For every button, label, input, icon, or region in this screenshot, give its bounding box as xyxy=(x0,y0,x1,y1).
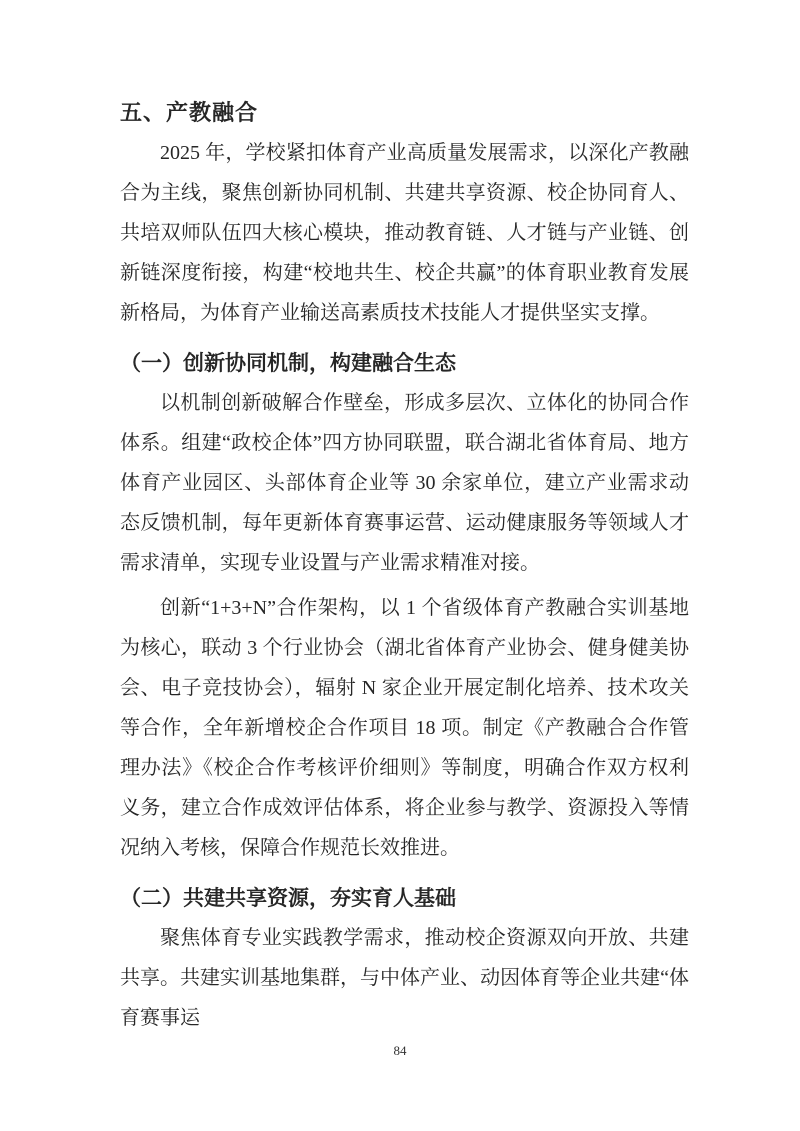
section-1-heading: （一）创新协同机制，构建融合生态 xyxy=(120,351,456,375)
page-content xyxy=(120,93,689,1038)
section-1-paragraph-2: 创新“1+3+N”合作架构，以 1 个省级体育产教融合实训基地为核心，联动 3 个行业协会（湖北省体育产业协会、健身健美协会、电子竞技协会），辐射 N 家企业开展定制化培养、技术攻关等合作，全年新增校企合作项目 18 项。制定《产教融合合作管理办法》《校企合作考核评价细则》等制度，明确合作双方权利义务，建立合作成效评估体系，将企业参与教学、资源投入等情况纳入考核，保障合作规范长效推进。 xyxy=(120,597,689,859)
page-number: 84 xyxy=(393,1043,407,1058)
section-1-paragraph-1: 以机制创新破解合作壁垒，形成多层次、立体化的协同合作体系。组建“政校企体”四方协同联盟，联合湖北省体育局、地方体育产业园区、头部体育企业等 30 余家单位，建立产业需求动态反馈机制，每年更新体育赛事运营、运动健康服务等领域人才需求清单，实现专业设置与产业需求精准对接。 xyxy=(120,392,689,574)
intro-paragraph: 2025 年，学校紧扣体育产业高质量发展需求，以深化产教融合为主线，聚焦创新协同机制、共建共享资源、校企协同育人、共培双师队伍四大核心模块，推动教育链、人才链与产业链、创新链深度衔接，构建“校地共生、校企共赢”的体育职业教育发展新格局，为体育产业输送高素质技术技能人才提供坚实支撑。 xyxy=(120,142,689,324)
section-2-heading: （二）共建共享资源，夯实育人基础 xyxy=(120,886,456,910)
page-footer xyxy=(0,1042,800,1060)
section-2-paragraph-1: 聚焦体育专业实践教学需求，推动校企资源双向开放、共建共享。共建实训基地集群，与中体产业、动因体育等企业共建“体育赛事运 xyxy=(120,927,689,1029)
chapter-heading: 五、产教融合 xyxy=(120,100,259,125)
